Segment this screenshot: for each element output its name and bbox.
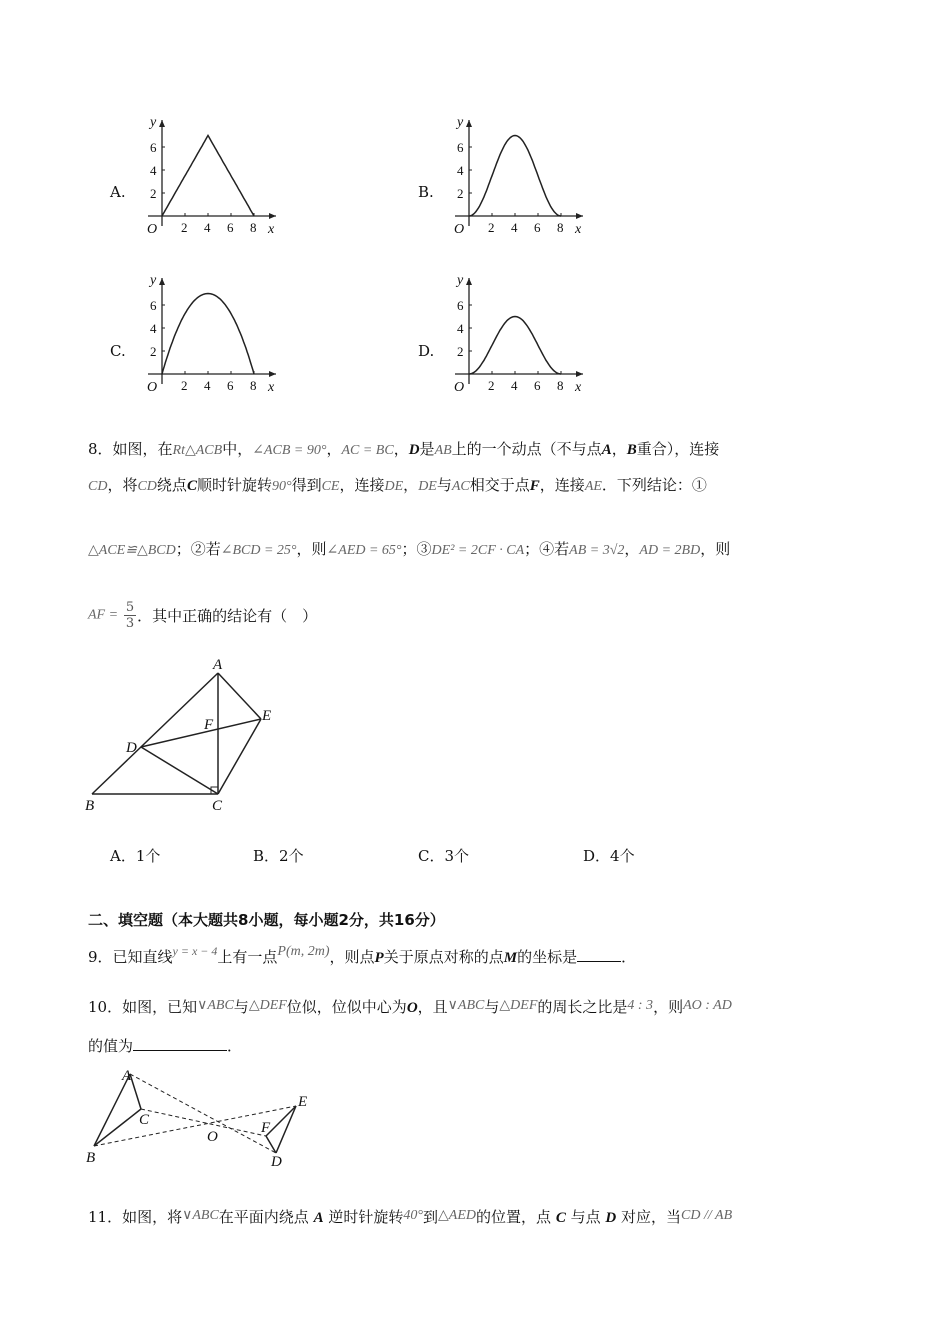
segment-ef <box>266 1106 296 1136</box>
x-tick-label: 4 <box>204 378 211 392</box>
q8-text: 上的一个动点（不与点 <box>451 440 602 458</box>
q8-math: DE² = 2CF · CA <box>431 543 525 558</box>
answer-blank[interactable] <box>133 1036 227 1051</box>
function-curve <box>162 136 254 217</box>
q11-math: △AED <box>438 1208 477 1223</box>
q8-math: AE <box>584 479 602 494</box>
q8-text: ， <box>624 540 640 558</box>
q10-math: AO : AD <box>683 998 732 1013</box>
q9-math: P(m, 2m) <box>277 944 330 959</box>
label-e: E <box>298 1094 308 1110</box>
y-tick-label: 2 <box>457 186 464 201</box>
y-axis-arrow <box>159 278 165 285</box>
q8-math: AF = <box>88 607 119 623</box>
q10-text: 的周长之比是 <box>537 998 628 1016</box>
segment-ec <box>218 719 261 794</box>
q11-text: 逆时针旋转 <box>328 1208 404 1226</box>
q10-text: 10．如图，已知 <box>88 998 198 1016</box>
x-tick-label: 6 <box>534 378 541 392</box>
option-d[interactable]: D．4个 <box>583 847 635 865</box>
q8-text: 重合），连接 <box>636 440 720 458</box>
answer-blank[interactable] <box>577 947 621 962</box>
label-c: C <box>139 1112 150 1128</box>
q8-text: ， <box>403 476 419 494</box>
q11-text: 到 <box>423 1208 439 1226</box>
question-11 <box>88 1206 732 1227</box>
y-axis-arrow <box>159 120 165 127</box>
q8-text: 是 <box>419 440 435 458</box>
label-a: A <box>122 1068 132 1084</box>
segment-ab <box>94 1074 130 1146</box>
q11-var: C <box>555 1210 566 1226</box>
x-tick-label: 4 <box>511 378 518 392</box>
q8-text: 绕点 <box>156 476 187 494</box>
q8-text: 相交于点 <box>469 476 530 494</box>
q10-math: ∨ABC <box>197 998 234 1013</box>
y-axis-label: y <box>150 273 157 288</box>
x-tick-label: 6 <box>534 220 541 234</box>
q8-var: F <box>529 478 540 494</box>
q8-text: 顺时针旋转 <box>196 476 272 494</box>
x-tick-label: 8 <box>557 378 564 392</box>
function-curve <box>162 294 254 375</box>
y-axis-arrow <box>466 120 472 127</box>
q10-text: 位似，位似中心为 <box>286 998 407 1016</box>
q8-math: AB <box>434 443 452 458</box>
y-axis-label: y <box>457 115 464 130</box>
fraction-numerator: 5 <box>125 600 135 615</box>
x-tick-label: 2 <box>181 220 188 234</box>
q10-text: ，且 <box>417 998 448 1016</box>
segment-de <box>141 719 261 747</box>
q10-math: △DEF <box>499 998 538 1013</box>
q9-text: 关于原点对称的点 <box>383 948 504 966</box>
y-tick-label: 6 <box>457 298 464 313</box>
q8-math: CE <box>321 479 340 494</box>
q9-var: P <box>374 950 384 966</box>
q8-text: 中， <box>222 440 253 458</box>
q8-text: 得到 <box>291 476 322 494</box>
q8-line-3 <box>88 538 730 559</box>
option-a[interactable]: A．1个 <box>110 847 161 865</box>
graph-c-label: C. <box>110 342 126 360</box>
y-axis-label: y <box>150 115 157 130</box>
option-b[interactable]: B．2个 <box>253 847 304 865</box>
q8-math: CD <box>137 479 157 494</box>
fraction-denominator: 3 <box>125 616 135 631</box>
x-tick-label: 6 <box>227 378 234 392</box>
q11-text: 11．如图，将 <box>88 1208 183 1226</box>
y-tick-label: 6 <box>150 298 157 313</box>
dashed-ad <box>130 1074 276 1153</box>
x-axis-label: x <box>575 380 582 392</box>
q9-text: ． <box>621 948 637 966</box>
function-curve <box>469 136 561 217</box>
q8-math: DE <box>384 479 404 494</box>
q8-text: ；③ <box>401 540 432 558</box>
x-axis-label: x <box>268 222 275 234</box>
q11-var: D <box>605 1210 617 1226</box>
q8-var: A <box>601 442 612 458</box>
fraction <box>124 600 136 631</box>
q10-figure <box>84 1064 324 1172</box>
q8-math: ∠AED = 65° <box>326 543 402 558</box>
label-f: F <box>261 1120 271 1136</box>
q9-math: y = x − 4 <box>172 944 218 958</box>
segment-ae <box>218 673 261 719</box>
label-o: O <box>207 1129 218 1145</box>
q8-text: ， <box>611 440 627 458</box>
origin-label: O <box>454 380 465 392</box>
x-tick-label: 8 <box>250 378 257 392</box>
question-9 <box>88 944 636 967</box>
q11-math: CD // AB <box>681 1208 733 1223</box>
label-b: B <box>85 798 95 814</box>
y-tick-label: 6 <box>150 140 157 155</box>
x-tick-label: 4 <box>204 220 211 234</box>
x-axis-arrow <box>576 371 583 377</box>
q11-var: A <box>313 1210 324 1226</box>
origin-label: O <box>147 222 158 234</box>
function-curve <box>469 317 561 375</box>
q8-text: 8．如图，在 <box>88 440 173 458</box>
y-tick-label: 4 <box>457 321 464 336</box>
q10-text: ，则 <box>653 998 684 1016</box>
x-tick-label: 2 <box>181 378 188 392</box>
dashed-cf <box>141 1109 266 1136</box>
x-tick-label: 8 <box>250 220 257 234</box>
q11-math: ∨ABC <box>182 1208 219 1223</box>
q11-text: 的位置，点 <box>476 1208 552 1226</box>
label-c: C <box>212 798 223 814</box>
q8-var: C <box>186 478 197 494</box>
q11-text: 与点 <box>570 1208 601 1226</box>
q8-math: AB = 3√2 <box>569 543 625 558</box>
y-tick-label: 4 <box>150 321 157 336</box>
q8-var: B <box>626 442 637 458</box>
q8-var: D <box>408 442 420 458</box>
q9-var: M <box>503 950 518 966</box>
q8-text: ．其中正确的结论有（ ） <box>137 607 318 625</box>
q8-text: ．下列结论：① <box>601 476 707 494</box>
graph-a-label: A. <box>110 183 126 201</box>
graph-b <box>449 112 599 234</box>
q8-math: AD = 2BD <box>639 543 701 558</box>
q9-text: 上有一点 <box>217 948 278 966</box>
q8-line-2 <box>88 474 707 495</box>
q8-text: ，则 <box>700 540 731 558</box>
q9-text: ，则点 <box>329 948 375 966</box>
q10-line-1 <box>88 996 732 1017</box>
q10-math: ∨ABC <box>447 998 485 1013</box>
q8-math: Rt△ACB <box>172 443 223 458</box>
x-tick-label: 2 <box>488 220 495 234</box>
q11-math: 40° <box>403 1208 424 1223</box>
q11-text: 在平面内绕点 <box>218 1208 309 1226</box>
y-tick-label: 4 <box>457 163 464 178</box>
q8-text: ， <box>326 440 342 458</box>
label-d: D <box>126 740 137 756</box>
x-axis-arrow <box>269 213 276 219</box>
y-tick-label: 2 <box>150 186 157 201</box>
q8-text: ，将 <box>107 476 138 494</box>
q10-text: 与 <box>484 998 500 1016</box>
q8-line-4 <box>88 600 317 631</box>
q10-text: 的值为 <box>88 1037 134 1055</box>
q8-math: AC <box>451 479 470 494</box>
y-tick-label: 2 <box>150 344 157 359</box>
q8-text: ；④若 <box>524 540 570 558</box>
section-title: 二、填空题（本大题共8小题，每小题2分，共16分） <box>88 911 445 929</box>
q8-text: ；②若 <box>175 540 221 558</box>
graph-d <box>449 270 599 392</box>
origin-label: O <box>147 380 158 392</box>
q8-math: DE <box>418 479 437 494</box>
segment-bc <box>94 1109 141 1146</box>
label-a: A <box>213 657 223 673</box>
segment-dc <box>141 747 218 794</box>
x-tick-label: 2 <box>488 378 495 392</box>
y-tick-label: 4 <box>150 163 157 178</box>
origin-label: O <box>454 222 465 234</box>
q8-math: 90° <box>271 479 292 494</box>
x-axis-arrow <box>269 371 276 377</box>
x-tick-label: 8 <box>557 220 564 234</box>
q8-figure <box>80 652 290 818</box>
label-d: D <box>271 1154 282 1170</box>
y-tick-label: 6 <box>457 140 464 155</box>
option-c[interactable]: C．3个 <box>418 847 470 865</box>
segment-fd <box>266 1136 276 1153</box>
q8-math: ∠ACB = 90° <box>252 443 327 458</box>
x-tick-label: 6 <box>227 220 234 234</box>
x-axis-arrow <box>576 213 583 219</box>
q10-text: 与 <box>233 998 249 1016</box>
q9-text: 9．已知直线 <box>88 948 173 966</box>
graph-c <box>142 270 292 392</box>
q10-text: ． <box>227 1037 243 1055</box>
y-axis-arrow <box>466 278 472 285</box>
q8-text: ， <box>393 440 409 458</box>
q8-math: △ACE≌△BCD <box>88 543 176 558</box>
q10-var: O <box>406 1000 418 1016</box>
label-f: F <box>204 717 214 733</box>
q8-line-1 <box>88 438 719 459</box>
q11-text: 对应，当 <box>621 1208 682 1226</box>
q10-math: △DEF <box>248 998 287 1013</box>
x-axis-label: x <box>268 380 275 392</box>
q8-math: CD <box>88 479 108 494</box>
q10-line-2 <box>88 1035 242 1056</box>
q8-text: ，连接 <box>539 476 585 494</box>
graph-d-label: D. <box>418 342 435 360</box>
q10-math: 4 : 3 <box>627 998 654 1013</box>
label-e: E <box>262 708 272 724</box>
x-tick-label: 4 <box>511 220 518 234</box>
graph-b-label: B. <box>418 183 434 201</box>
q8-text: 与 <box>436 476 452 494</box>
q8-math: AC = BC <box>341 443 394 458</box>
q8-text: ，连接 <box>339 476 385 494</box>
label-b: B <box>86 1150 96 1166</box>
y-tick-label: 2 <box>457 344 464 359</box>
x-axis-label: x <box>575 222 582 234</box>
q9-text: 的坐标是 <box>517 948 578 966</box>
graph-a <box>142 112 292 234</box>
q8-math: ∠BCD = 25° <box>220 543 297 558</box>
segment-ed <box>276 1106 296 1153</box>
y-axis-label: y <box>457 273 464 288</box>
q8-text: ，则 <box>296 540 327 558</box>
